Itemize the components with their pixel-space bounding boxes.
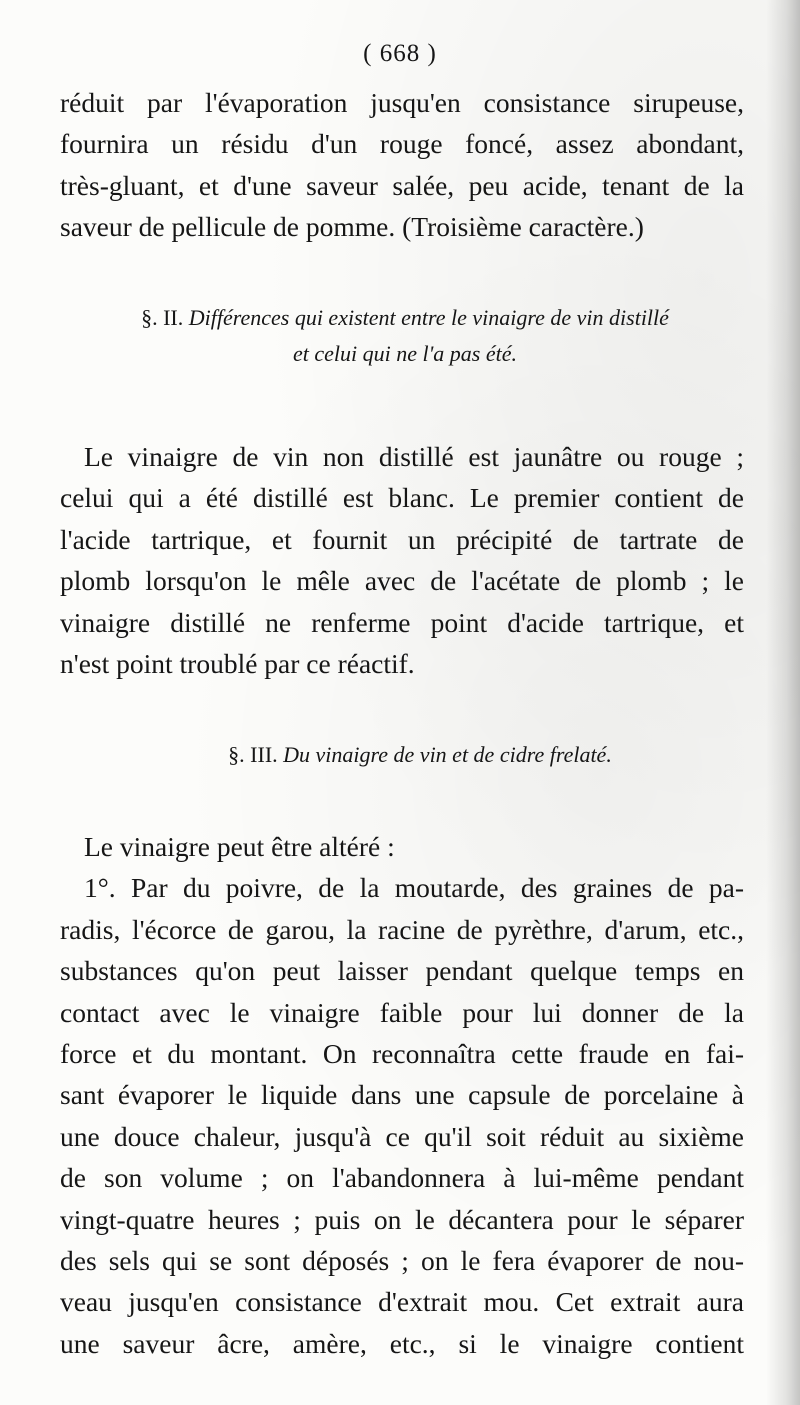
section-2-number: §. II. xyxy=(141,305,184,330)
text-line: veau jusqu'en consistance d'extrait mou. Cet extrait aura xyxy=(60,1286,744,1318)
page-edge-shadow xyxy=(766,0,800,1405)
text-line: n'est point troublé par ce réactif. xyxy=(60,647,415,679)
page-number: ( 668 ) xyxy=(363,40,437,67)
text-line: substances qu'on peut laisser pendant quelque temps en xyxy=(60,955,744,987)
text-line: fournira un résidu d'un rouge foncé, assez abondant, xyxy=(60,128,744,160)
text-line: une douce chaleur, jusqu'à ce qu'il soit réduit au sixième xyxy=(60,1120,744,1152)
paragraph-3 xyxy=(60,826,744,1364)
section-3-heading xyxy=(120,740,720,770)
text-line: une saveur âcre, amère, etc., si le vinaigre contient xyxy=(60,1327,744,1359)
section-2-title-line-1: Différences qui existent entre le vinaigre de vin distillé xyxy=(188,305,669,330)
paragraph-2 xyxy=(60,436,744,684)
paragraph-1 xyxy=(60,82,744,248)
text-line: force et du montant. On reconnaîtra cette fraude en fai- xyxy=(60,1037,744,1069)
section-2-title-line-2: et celui qui ne l'a pas été. xyxy=(292,341,518,366)
text-line: radis, l'écorce de garou, la racine de pyrèthre, d'arum, etc., xyxy=(60,913,744,945)
text-line: très-gluant, et d'une saveur salée, peu acide, tenant de la xyxy=(60,169,744,201)
text-line: l'acide tartrique, et fournit un précipité de tartrate de xyxy=(60,523,744,555)
text-line: saveur de pellicule de pomme. (Troisième caractère.) xyxy=(60,211,644,243)
text-line: vinaigre distillé ne renferme point d'acide tartrique, et xyxy=(60,606,744,638)
paragraph-3-intro: Le vinaigre peut être altéré : xyxy=(84,831,395,862)
text-line: Le vinaigre de vin non distillé est jaunâtre ou rouge ; xyxy=(84,441,744,472)
text-line: de son volume ; on l'abandonnera à lui-même pendant xyxy=(60,1162,744,1194)
text-line: contact avec le vinaigre faible pour lui donner de la xyxy=(60,996,744,1028)
text-line: plomb lorsqu'on le mêle avec de l'acétate de plomb ; le xyxy=(60,565,744,597)
text-line: vingt-quatre heures ; puis on le décantera pour le séparer xyxy=(60,1203,744,1235)
text-line: des sels qui se sont déposés ; on le fera évaporer de nou- xyxy=(60,1244,744,1276)
text-line: 1°. Par du poivre, de la moutarde, des graines de pa- xyxy=(84,872,744,904)
section-2-heading xyxy=(60,303,750,369)
text-line: celui qui a été distillé est blanc. Le premier contient de xyxy=(60,482,744,514)
text-line: sant évaporer le liquide dans une capsule de porcelaine à xyxy=(60,1079,744,1111)
section-3-title: Du vinaigre de vin et de cidre frelaté. xyxy=(283,742,612,767)
section-3-number: §. III. xyxy=(228,742,278,767)
text-line: réduit par l'évaporation jusqu'en consistance sirupeuse, xyxy=(60,87,744,118)
